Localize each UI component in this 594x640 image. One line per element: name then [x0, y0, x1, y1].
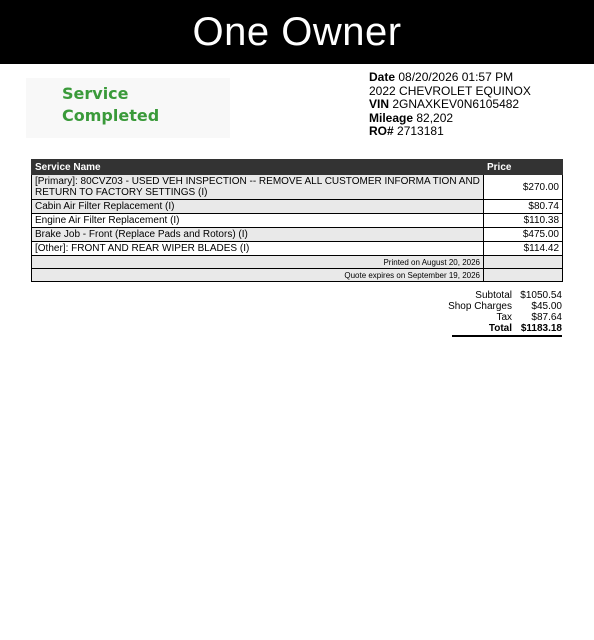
service-name: Engine Air Filter Replacement (I) [32, 214, 484, 228]
vin-value: 2GNAXKEV0N6105482 [392, 97, 520, 111]
ro-row [369, 125, 531, 139]
table-header-row [32, 160, 563, 175]
service-name-header: Service Name [32, 160, 484, 175]
vehicle-info [369, 71, 531, 139]
service-price: $114.42 [484, 242, 563, 256]
table-row [32, 200, 563, 214]
vehicle-model: 2022 CHEVROLET EQUINOX [369, 83, 531, 98]
service-status-panel [26, 78, 230, 138]
subtotal-label: Subtotal [475, 290, 512, 301]
note-spacer [484, 256, 563, 269]
service-name: Brake Job - Front (Replace Pads and Rotors) (I) [32, 228, 484, 242]
subtotal-row [430, 290, 562, 301]
date-row [369, 71, 531, 85]
status-line-2: Completed [62, 106, 160, 125]
mileage-label: Mileage [369, 110, 414, 125]
price-header: Price [484, 160, 563, 175]
vin-row [369, 98, 531, 112]
total-value: $1183.18 [520, 323, 562, 334]
table-row [32, 214, 563, 228]
ro-value: 2713181 [397, 124, 444, 138]
service-price: $80.74 [484, 200, 563, 214]
vin-label: VIN [369, 97, 390, 111]
printed-note: Printed on August 20, 2026 [32, 256, 484, 269]
service-price: $110.38 [484, 214, 563, 228]
tax-value: $87.64 [531, 312, 562, 323]
total-row [452, 323, 562, 337]
table-row [32, 175, 563, 200]
date-value: 08/20/2026 01:57 PM [398, 70, 514, 84]
service-table [31, 159, 563, 282]
service-name: [Other]: FRONT AND REAR WIPER BLADES (I) [32, 242, 484, 256]
total-label: Total [488, 323, 512, 334]
service-name: [Primary]: 80CVZ03 - USED VEH INSPECTION -- REMOVE ALL CUSTOMER INFORMA TION AND RETURN TO FACTORY SETTINGS (I) [32, 175, 484, 200]
date-label: Date [369, 70, 396, 84]
table-row [32, 228, 563, 242]
shop-charges-value: $45.00 [531, 301, 562, 312]
printed-note-row [32, 256, 563, 269]
shop-charges-label: Shop Charges [448, 301, 512, 312]
note-spacer [484, 269, 563, 282]
service-name: Cabin Air Filter Replacement (I) [32, 200, 484, 214]
status-line-1: Service [62, 84, 129, 103]
shop-charges-row [430, 301, 562, 312]
header-banner [0, 0, 594, 64]
totals-block [430, 290, 562, 337]
banner-title: One Owner [192, 9, 402, 54]
expires-note: Quote expires on September 19, 2026 [32, 269, 484, 282]
tax-row [430, 312, 562, 323]
service-price: $270.00 [484, 175, 563, 200]
service-price: $475.00 [484, 228, 563, 242]
mileage-value: 82,202 [416, 110, 454, 125]
expires-note-row [32, 269, 563, 282]
subtotal-value: $1050.54 [520, 290, 562, 301]
mileage-row [369, 112, 531, 126]
ro-label: RO# [369, 124, 394, 138]
tax-label: Tax [496, 312, 512, 323]
table-row [32, 242, 563, 256]
